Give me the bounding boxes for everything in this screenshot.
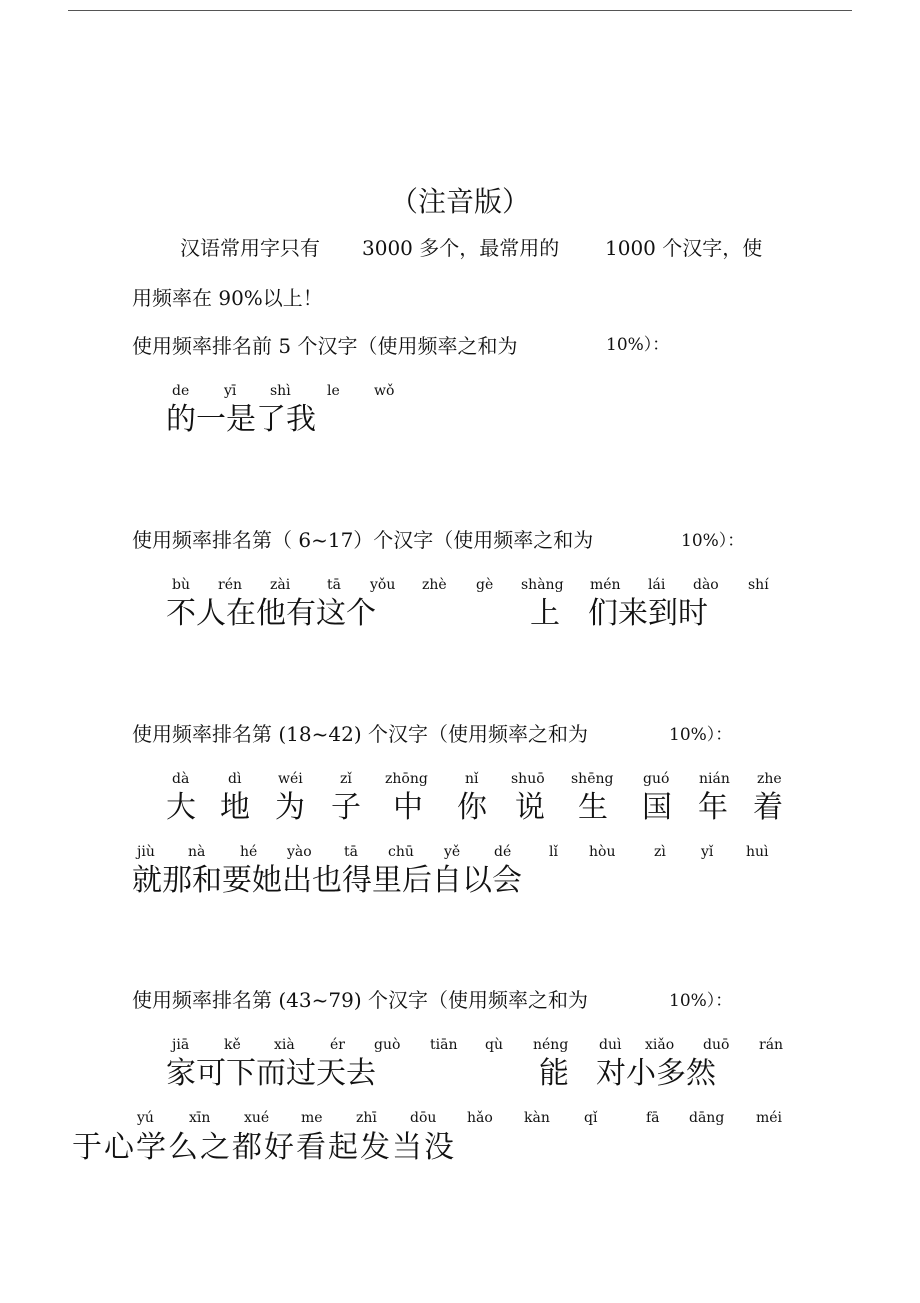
pinyin: zhè [422,577,447,593]
pinyin: shàng [521,577,564,593]
pinyin: nǐ [465,771,479,787]
section4-heading: 使用频率排名第 (43~79) 个汉字（使用频率之和为 [132,988,588,1012]
pinyin: zài [270,577,291,593]
pinyin: de [172,383,190,399]
character: 中 [393,790,423,825]
section3-heading-percent: 10%）： [669,725,733,745]
pinyin: tā [344,844,358,860]
section2-heading-percent: 10%）： [681,531,745,551]
character: 说 [515,790,545,825]
character: 为 [275,790,305,825]
pinyin: zì [654,844,666,860]
pinyin: wéi [278,771,303,787]
pinyin: yě [444,844,461,860]
page-title: （注音版） [389,185,530,218]
pinyin: hòu [589,844,616,860]
pinyin: duì [599,1037,622,1053]
pinyin: xià [274,1037,295,1053]
section4-row1-characters-b: 能 [539,1056,569,1091]
pinyin: yī [224,383,237,399]
pinyin: dà [172,771,190,787]
pinyin: lǐ [549,844,558,860]
pinyin: qǐ [584,1110,598,1126]
pinyin: lái [648,577,666,593]
pinyin: shēng [571,771,614,787]
pinyin: kàn [524,1110,550,1126]
character: 地 [220,790,250,825]
header-rule [68,10,852,11]
section2-heading: 使用频率排名第（ 6~17）个汉字（使用频率之和为 [132,528,594,552]
section2-characters-c: 们来到时 [588,596,708,631]
pinyin: guò [374,1037,401,1053]
pinyin: duō [703,1037,730,1053]
character: 子 [331,790,361,825]
section2-characters-a: 不人在他有这个 [166,596,376,631]
section3-heading: 使用频率排名第 (18~42) 个汉字（使用频率之和为 [132,722,588,746]
section1-characters: 的一是了我 [166,402,316,437]
pinyin: tā [327,577,341,593]
pinyin: huì [746,844,769,860]
pinyin: xīn [189,1110,211,1126]
intro-line1-b: 3000 多个，最常用的 [362,236,560,260]
pinyin: zhī [356,1110,377,1126]
pinyin: mén [590,577,621,593]
pinyin: dì [228,771,242,787]
pinyin: zhe [757,771,782,787]
pinyin: kě [224,1037,241,1053]
pinyin: qù [485,1037,503,1053]
pinyin: rén [218,577,242,593]
character: 大 [166,790,196,825]
pinyin: shí [748,577,769,593]
pinyin: shuō [511,771,545,787]
pinyin: guó [643,771,670,787]
pinyin: dōu [410,1110,437,1126]
pinyin: le [327,383,340,399]
pinyin: nián [699,771,730,787]
pinyin: dāng [689,1110,725,1126]
pinyin: yǐ [701,844,714,860]
pinyin: yǒu [370,577,396,593]
pinyin: néng [533,1037,569,1053]
pinyin: jiù [137,844,155,860]
pinyin: me [301,1110,323,1126]
intro-line1-c: 1000 个汉字，使 [605,236,763,260]
pinyin: jiā [172,1037,190,1053]
character: 国 [642,790,672,825]
pinyin: yú [137,1110,154,1126]
section1-heading-percent: 10%）： [606,335,670,355]
pinyin: dào [693,577,719,593]
pinyin: chū [388,844,414,860]
pinyin: méi [756,1110,783,1126]
section4-row1-characters-a: 家可下而过天去 [166,1056,376,1091]
pinyin: zǐ [340,771,352,787]
pinyin: zhōng [385,771,428,787]
pinyin: hé [240,844,258,860]
pinyin: bù [172,577,190,593]
pinyin: nà [188,844,206,860]
character: 生 [578,790,608,825]
pinyin: gè [476,577,494,593]
pinyin: dé [494,844,512,860]
intro-line2: 用频率在 90%以上！ [132,286,323,310]
section3-row2-characters: 就那和要她出也得里后自以会 [132,863,522,898]
pinyin: yào [287,844,312,860]
pinyin: xué [244,1110,270,1126]
pinyin: ér [330,1037,345,1053]
section4-row1-characters-c: 对小多然 [596,1056,716,1091]
character: 着 [753,790,783,825]
pinyin: wǒ [374,383,395,399]
section1-heading: 使用频率排名前 5 个汉字（使用频率之和为 [132,334,518,358]
pinyin: fā [646,1110,660,1126]
pinyin: xiǎo [645,1037,675,1053]
character: 年 [698,790,728,825]
pinyin: shì [270,383,291,399]
section4-heading-percent: 10%）： [669,991,733,1011]
pinyin: rán [759,1037,784,1053]
intro-line1-a: 汉语常用字只有 [180,236,320,260]
section2-characters-b: 上 [530,596,560,631]
pinyin: hǎo [467,1110,493,1126]
section4-row2-characters: 于心学么之都好看起发当没 [72,1130,456,1165]
character: 你 [457,790,487,825]
pinyin: tiān [430,1037,458,1053]
